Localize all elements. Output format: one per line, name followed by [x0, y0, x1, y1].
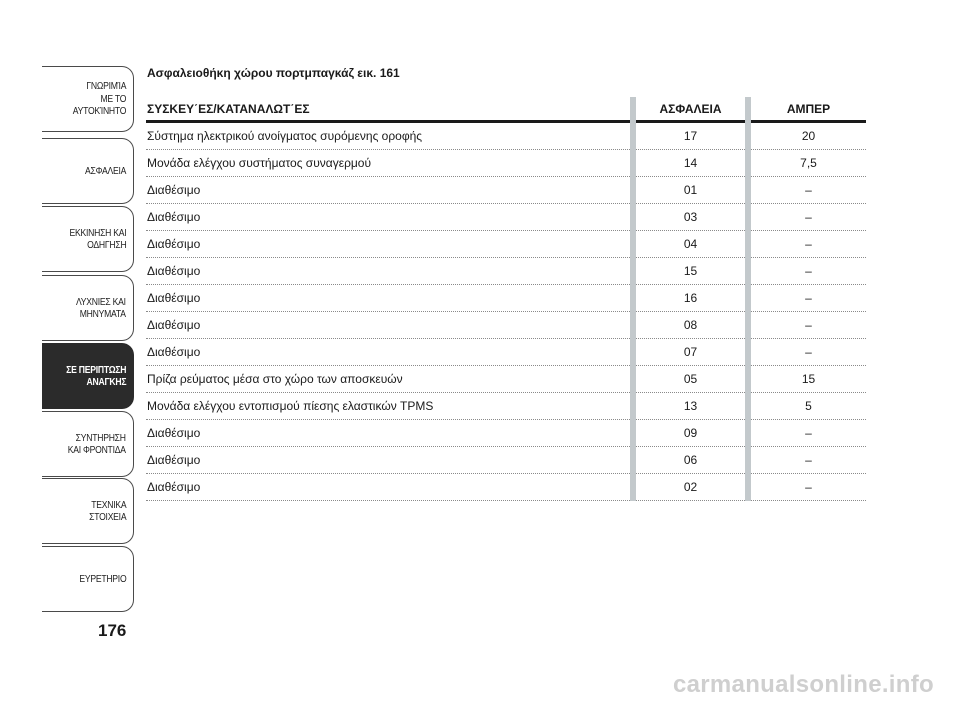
amp-cell: – [751, 447, 866, 474]
amp-cell: – [751, 258, 866, 285]
table-row [146, 285, 866, 312]
table-row [146, 258, 866, 285]
amp-cell: 7,5 [751, 150, 866, 177]
nav-tab[interactable] [42, 411, 134, 477]
amp-cell: – [751, 285, 866, 312]
device-cell: Πρίζα ρεύματος μέσα στο χώρο των αποσκευών [146, 366, 630, 393]
header-fuse: ΑΣΦΑΛΕΙΑ [636, 97, 745, 122]
nav-tab[interactable] [42, 138, 134, 204]
nav-tab-label: ΤΕΧΝΙΚΑ ΣΤΟΙΧΕΙΑ [88, 498, 126, 523]
device-cell: Διαθέσιμο [146, 312, 630, 339]
table-row [146, 312, 866, 339]
table-row [146, 393, 866, 420]
amp-cell: – [751, 474, 866, 501]
fuse-cell: 15 [636, 258, 745, 285]
table-body [146, 122, 866, 501]
fuse-cell: 01 [636, 177, 745, 204]
device-cell: Διαθέσιμο [146, 177, 630, 204]
header-device: ΣΥΣΚΕΥ΄ΕΣ/ΚΑΤΑΝΑΛΩΤ΄ΕΣ [146, 97, 630, 122]
fuse-cell: 03 [636, 204, 745, 231]
fuse-cell: 02 [636, 474, 745, 501]
amp-cell: – [751, 420, 866, 447]
nav-tab-label: ΕΥΡΕΤΗΡΙΟ [78, 572, 126, 585]
amp-cell: 20 [751, 122, 866, 150]
amp-cell: – [751, 339, 866, 366]
table-row [146, 474, 866, 501]
table-row [146, 447, 866, 474]
table-row [146, 177, 866, 204]
device-cell: Διαθέσιμο [146, 258, 630, 285]
fuse-cell: 13 [636, 393, 745, 420]
device-cell: Διαθέσιμο [146, 204, 630, 231]
nav-tab-label: ΣΥΝΤΗΡΗΣΗ ΚΑΙ ΦΡΟΝΤΙΔΑ [67, 431, 126, 456]
device-cell: Μονάδα ελέγχου εντοπισμού πίεσης ελαστικών TPMS [146, 393, 630, 420]
fuse-cell: 09 [636, 420, 745, 447]
watermark: carmanualsonline.info [672, 671, 934, 698]
table-row [146, 122, 866, 150]
fuse-cell: 17 [636, 122, 745, 150]
nav-tab[interactable] [42, 275, 134, 341]
fuse-cell: 04 [636, 231, 745, 258]
fuse-cell: 06 [636, 447, 745, 474]
device-cell: Σύστημα ηλεκτρικού ανοίγματος συρόμενης οροφής [146, 122, 630, 150]
nav-tab[interactable] [42, 206, 134, 272]
table-row [146, 150, 866, 177]
device-cell: Διαθέσιμο [146, 420, 630, 447]
table-header-row [146, 97, 866, 122]
nav-tab-label: ΣΕ ΠΕΡΙΠΤΩΣΗ ΑΝΑΓΚΗΣ [65, 363, 126, 388]
fuse-table [146, 97, 866, 501]
amp-cell: 15 [751, 366, 866, 393]
amp-cell: 5 [751, 393, 866, 420]
section-title: Ασφαλειοθήκη χώρου πορτμπαγκάζ εικ. 161 [147, 66, 400, 80]
device-cell: Μονάδα ελέγχου συστήματος συναγερμού [146, 150, 630, 177]
nav-tab[interactable] [42, 66, 134, 132]
table-row [146, 231, 866, 258]
amp-cell: – [751, 204, 866, 231]
nav-tab-label: ΑΣΦΑΛΕΙΑ [84, 164, 126, 177]
device-cell: Διαθέσιμο [146, 447, 630, 474]
device-cell: Διαθέσιμο [146, 474, 630, 501]
nav-tab-label: ΓΝΩΡΙΜΊΑ ΜΕ ΤΟ ΑΥΤΟΚΊΝΗΤΟ [72, 80, 126, 118]
device-cell: Διαθέσιμο [146, 339, 630, 366]
table-row [146, 420, 866, 447]
amp-cell: – [751, 231, 866, 258]
nav-tab-label: ΕΚΚΙΝΗΣΗ ΚΑΙ ΟΔΗΓΗΣΗ [69, 226, 126, 251]
nav-tab[interactable] [42, 546, 134, 612]
device-cell: Διαθέσιμο [146, 231, 630, 258]
nav-tab-label: ΛΥΧΝΙΕΣ ΚΑΙ ΜΗΝΥΜΑΤΑ [76, 295, 126, 320]
table-row [146, 339, 866, 366]
table-row [146, 366, 866, 393]
fuse-cell: 08 [636, 312, 745, 339]
fuse-cell: 07 [636, 339, 745, 366]
fuse-cell: 05 [636, 366, 745, 393]
nav-tab[interactable] [42, 478, 134, 544]
page-number: 176 [98, 621, 127, 640]
device-cell: Διαθέσιμο [146, 285, 630, 312]
fuse-cell: 14 [636, 150, 745, 177]
header-amp: ΑΜΠΕΡ [751, 97, 866, 122]
amp-cell: – [751, 177, 866, 204]
table-row [146, 204, 866, 231]
amp-cell: – [751, 312, 866, 339]
nav-tab[interactable] [42, 343, 134, 409]
fuse-cell: 16 [636, 285, 745, 312]
